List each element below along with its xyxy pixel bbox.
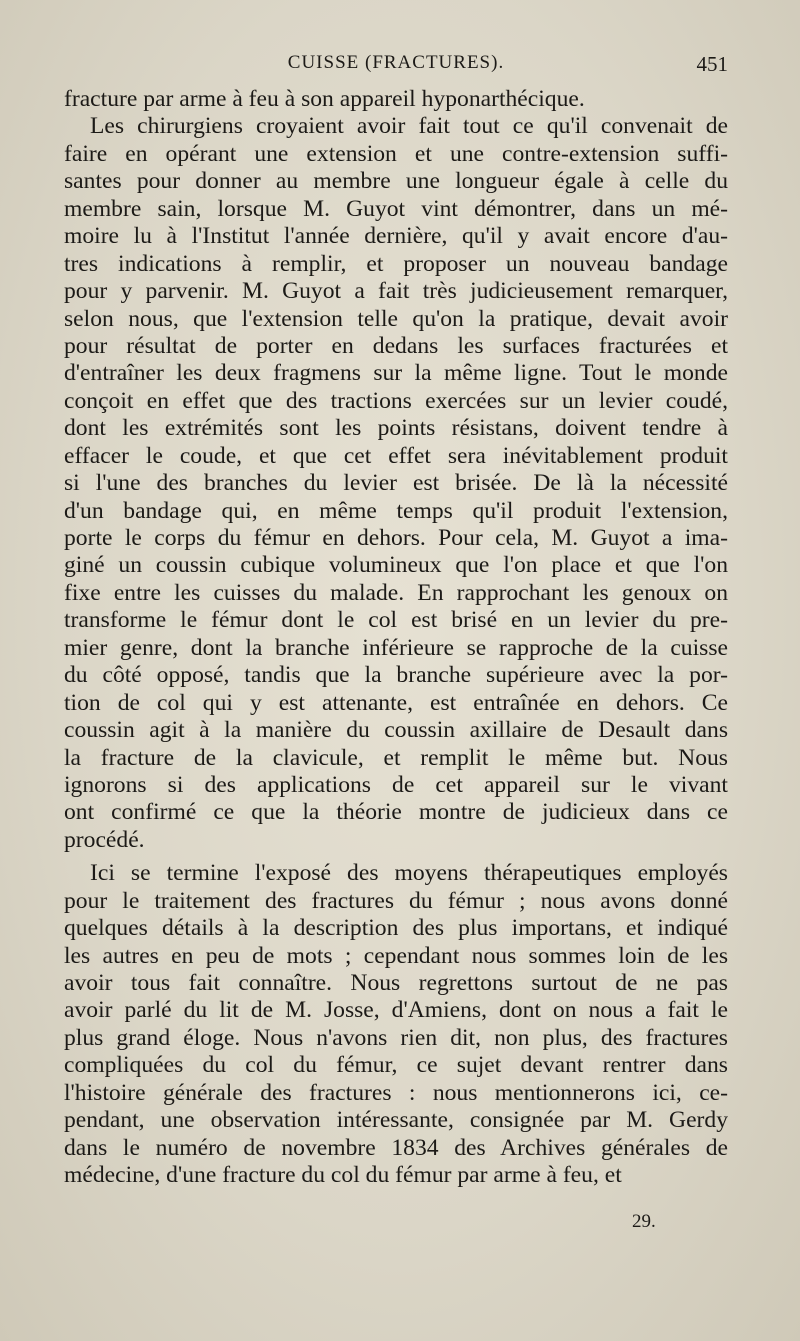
text-line: avoir tous fait connaître. Nous regrettons surtout de ne pas — [64, 970, 728, 996]
text-line: Ici se termine l'exposé des moyens thérapeutiques employés — [90, 860, 728, 887]
running-title: CUISSE (FRACTURES). — [287, 52, 505, 73]
text-line: l'histoire générale des fractures : nous mentionnerons ici, ce- — [64, 1079, 728, 1106]
signature-mark: 29. — [632, 1211, 656, 1232]
text-line: membre sain, lorsque M. Guyot vint démontrer, dans un mé- — [64, 195, 728, 222]
text-line: médecine, d'une fracture du col du fémur par arme à feu, et — [64, 1162, 622, 1189]
text-line: Les chirurgiens croyaient avoir fait tout ce qu'il convenait de — [90, 113, 728, 140]
text-line: porte le corps du fémur en dehors. Pour cela, M. Guyot a ima- — [64, 525, 728, 551]
text-line: pour résultat de porter en dedans les surfaces fracturées et — [64, 332, 728, 359]
text-line: dont les extrémités sont les points résistans, doivent tendre à — [64, 415, 728, 442]
text-line: plus grand éloge. Nous n'avons rien dit, non plus, des fractures — [64, 1024, 728, 1051]
text-line: pour le traitement des fractures du fémur ; nous avons donné — [64, 887, 728, 914]
text-line: d'un bandage qui, en même temps qu'il produit l'extension, — [64, 497, 728, 524]
paragraph — [64, 860, 728, 1189]
text-line: selon nous, que l'extension telle qu'on la pratique, devait avoir — [64, 305, 728, 332]
text-line: coussin agit à la manière du coussin axillaire de Desault dans — [64, 717, 728, 744]
text-line: tion de col qui y est attenante, est entraînée en dehors. Ce — [64, 689, 728, 716]
text-line: effacer le coude, et que cet effet sera inévitablement produit — [64, 442, 728, 469]
text-line: compliquées du col du fémur, ce sujet devant rentrer dans — [64, 1052, 728, 1079]
text-line: tres indications à remplir, et proposer un nouveau bandage — [64, 250, 728, 277]
text-line: fixe entre les cuisses du malade. En rapprochant les genoux on — [64, 579, 728, 606]
text-line: faire en opérant une extension et une contre-extension suffi- — [64, 140, 728, 167]
text-line: du côté opposé, tandis que la branche supérieure avec la por- — [64, 662, 728, 689]
text-line: santes pour donner au membre une longueur égale à celle du — [64, 168, 728, 195]
text-line: pour y parvenir. M. Guyot a fait très judicieusement remarquer, — [64, 278, 728, 305]
text-line: giné un coussin cubique volumineux que l'on place et que l'on — [64, 552, 728, 579]
body-text — [64, 86, 728, 1190]
text-line: mier genre, dont la branche inférieure se rapproche de la cuisse — [64, 634, 728, 661]
text-line: si l'une des branches du levier est brisée. De là la nécessité — [64, 470, 728, 497]
text-line: ignorons si des applications de cet appareil sur le vivant — [64, 771, 728, 798]
text-line: d'entraîner les deux fragmens sur la même ligne. Tout le monde — [64, 360, 728, 387]
running-head — [64, 52, 728, 86]
text-line: la fracture de la clavicule, et remplit le même but. Nous — [64, 744, 728, 771]
text-line: avoir parlé du lit de M. Josse, d'Amiens, dont on nous a fait le — [64, 997, 728, 1024]
text-line: dans le numéro de novembre 1834 des Archives générales de — [64, 1134, 728, 1161]
text-line: les autres en peu de mots ; cependant nous sommes loin de les — [64, 942, 728, 969]
text-line: quelques détails à la description des plus importans, et indiqué — [64, 915, 728, 942]
page-number: 451 — [696, 52, 728, 76]
text-line: conçoit en effet que des tractions exercées sur un levier coudé, — [64, 387, 728, 414]
text-line: procédé. — [64, 826, 145, 853]
paragraph — [64, 113, 728, 854]
text-line: pendant, une observation intéressante, consignée par M. Gerdy — [64, 1107, 728, 1134]
paragraph — [64, 86, 728, 113]
text-line: transforme le fémur dont le col est brisé en un levier du pre- — [64, 607, 728, 634]
text-line: ont confirmé ce que la théorie montre de judicieux dans ce — [64, 799, 728, 826]
text-line: fracture par arme à feu à son appareil hyponarthécique. — [64, 86, 585, 112]
text-line: moire lu à l'Institut l'année dernière, qu'il y avait encore d'au- — [64, 223, 728, 250]
